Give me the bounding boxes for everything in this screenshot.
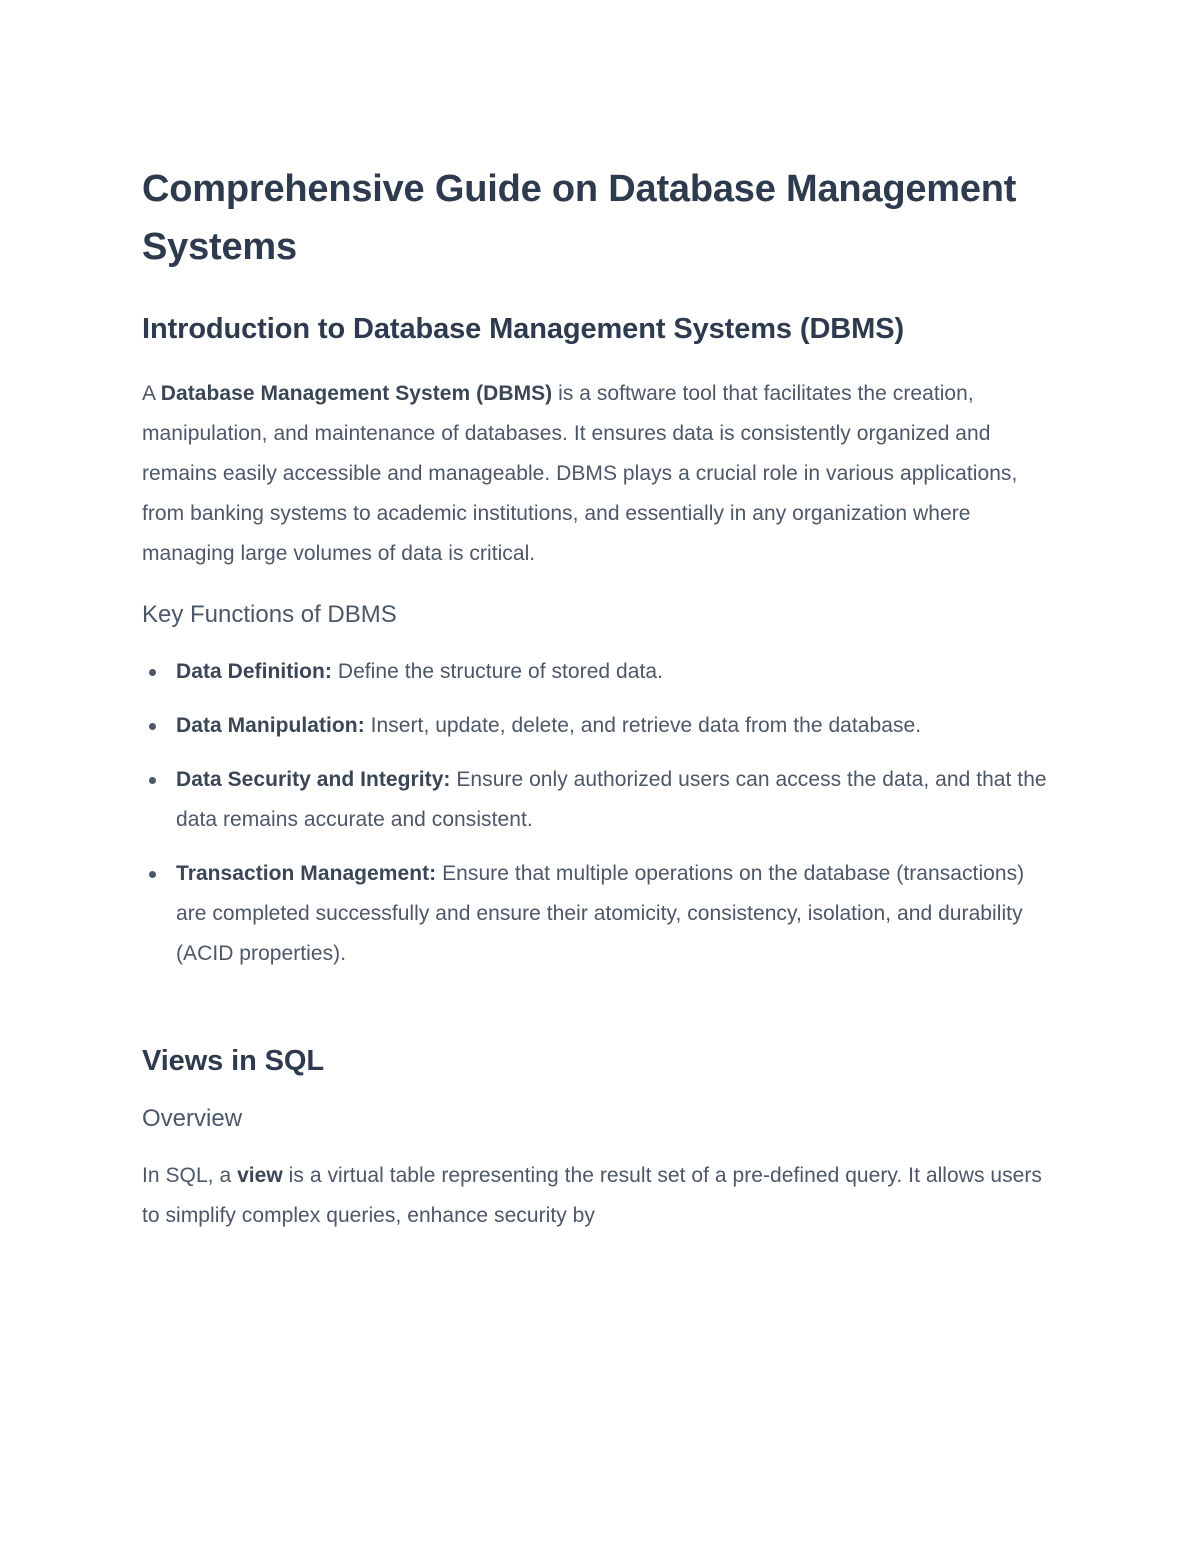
list-item-text [176,660,663,683]
page-title: Comprehensive Guide on Database Management Systems [142,168,1017,268]
section-heading-introduction: Introduction to Database Management Systems (DBMS) [142,313,904,345]
bullet-dot-icon [149,777,156,784]
list-item-description: Ensure that multiple operations on the database (transactions) are completed successfully and ensure their atomicity, consistency, isolation, and durability (ACID properties). [176,862,1025,965]
intro-paragraph [142,374,1054,574]
list-item-text [176,768,1047,831]
list-item-term: Data Manipulation: [176,714,365,737]
list-item [142,854,1054,974]
list-item-term: Data Security and Integrity: [176,768,451,791]
bullet-dot-icon [149,723,156,730]
list-item-text [176,714,921,737]
bullet-dot-icon [149,669,156,676]
list-item-term: Data Definition: [176,660,332,683]
list-item-description: Ensure only authorized users can access the data, and that the data remains accurate and consistent. [176,768,1047,831]
section-spacer [142,1000,1054,1034]
list-item [142,652,1054,692]
overview-paragraph-bold-term: view [237,1164,283,1187]
overview-paragraph-rest: is a virtual table representing the result set of a pre-defined query. It allows users to simplify complex queries, enhance security by [142,1164,1042,1227]
subsection-heading-overview: Overview [142,1105,243,1132]
intro-paragraph-rest: is a software tool that facilitates the creation, manipulation, and maintenance of databases. It ensures data is consistently organized and remains easily accessible and manageable. DBMS plays a crucial role in various applications, from banking systems to academic institutions, and essentially in any organization where managing large volumes of data is critical. [142,382,1018,565]
overview-paragraph-lead: In SQL, a [142,1164,238,1187]
list-item-term: Transaction Management: [176,862,437,885]
intro-paragraph-bold-term: Database Management System (DBMS) [160,382,553,405]
list-item [142,760,1054,840]
list-item-description: Define the structure of stored data. [331,660,663,683]
bullet-dot-icon [149,871,156,878]
document-body [142,160,1054,1236]
overview-paragraph [142,1156,1054,1236]
list-item-text [176,862,1024,965]
key-functions-list [142,652,1054,974]
intro-paragraph-lead: A [142,382,161,405]
list-item [142,706,1054,746]
section-heading-views-in-sql: Views in SQL [142,1045,324,1077]
subsection-heading-key-functions: Key Functions of DBMS [142,601,397,628]
list-item-description: Insert, update, delete, and retrieve data from the database. [364,714,922,737]
